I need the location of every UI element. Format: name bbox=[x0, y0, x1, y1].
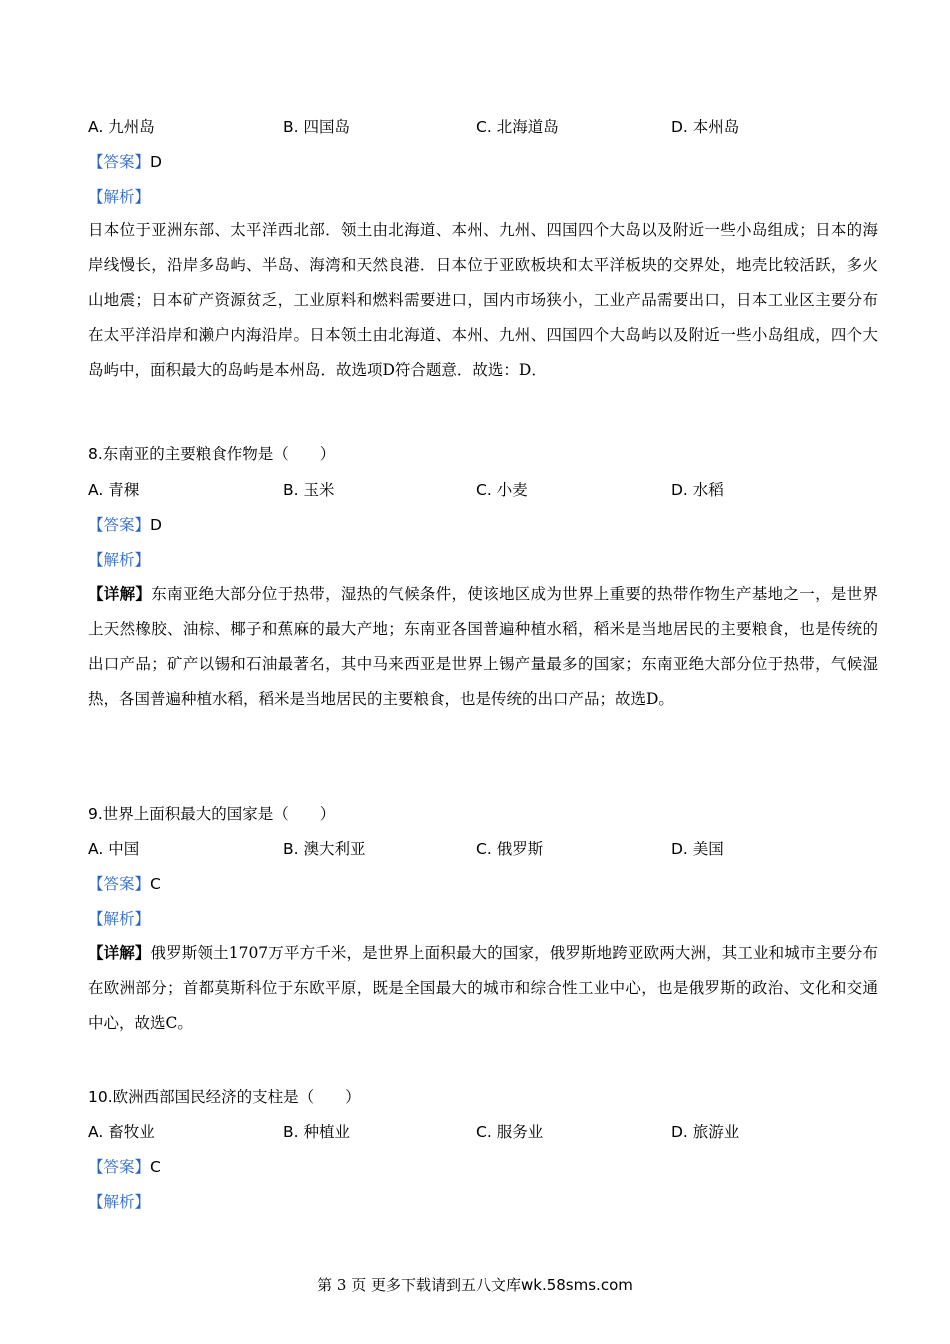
q10-options bbox=[88, 1120, 888, 1144]
q9-option-d: D. 美国 bbox=[671, 840, 724, 858]
q9-option-c: C. 俄罗斯 bbox=[476, 840, 544, 858]
q8-option-b: B. 玉米 bbox=[283, 481, 335, 499]
q10-analysis-label: 【解析】 bbox=[88, 1193, 151, 1211]
q8-detail: 【详解】东南亚绝大部分位于热带，湿热的气候条件，使该地区成为世界上重要的热带作物生产基地之一，是世界上天然橡胶、油棕、椰子和蕉麻的最大产地；东南亚各国普遍种植水稻，稻米是当地居民的主要粮食，也是传统的出口产品；矿产以锡和石油最著名，其中马来西亚是世界上锡产量最多的国家；东南亚绝大部分位于热带，气候湿热，各国普遍种植水稻，稻米是当地居民的主要粮食，也是传统的出口产品；故选D。 bbox=[88, 584, 878, 708]
q7-analysis-label: 【解析】 bbox=[88, 188, 151, 206]
q10-answer: 【答案】C bbox=[88, 1158, 161, 1176]
q7-option-d: D. 本州岛 bbox=[671, 118, 740, 136]
q10-option-d: D. 旅游业 bbox=[671, 1123, 740, 1141]
q9-answer: 【答案】C bbox=[88, 875, 161, 893]
q8-answer: 【答案】D bbox=[88, 516, 162, 534]
q8-option-c: C. 小麦 bbox=[476, 481, 528, 499]
q8-analysis-label: 【解析】 bbox=[88, 551, 151, 569]
q9-option-a: A. 中国 bbox=[88, 840, 140, 858]
q8-option-a: A. 青稞 bbox=[88, 481, 140, 499]
q10-option-a: A. 畜牧业 bbox=[88, 1123, 155, 1141]
q9-options bbox=[88, 837, 888, 861]
page-footer: 第 3 页 更多下载请到五八文库wk.58sms.com bbox=[317, 1276, 633, 1294]
q9-analysis-label: 【解析】 bbox=[88, 910, 151, 928]
q7-option-b: B. 四国岛 bbox=[283, 118, 351, 136]
q8-stem: 8.东南亚的主要粮食作物是（ ） bbox=[88, 445, 336, 463]
q9-stem: 9.世界上面积最大的国家是（ ） bbox=[88, 805, 336, 823]
q7-analysis-text: 日本位于亚洲东部、太平洋西北部．领土由北海道、本州、九州、四国四个大岛以及附近一些小岛组成；日本的海岸线慢长，沿岸多岛屿、半岛、海湾和天然良港．日本位于亚欧板块和太平洋板块的交界处，地壳比较活跃，多火山地震；日本矿产资源贫乏，工业原料和燃料需要进口，国内市场狭小，工业产品需要出口，日本工业区主要分布在太平洋沿岸和濑户内海沿岸。日本领土由北海道、本州、九州、四国四个大岛屿以及附近一些小岛组成，四个大岛屿中，面积最大的岛屿是本州岛．故选项D符合题意．故选：D． bbox=[88, 221, 878, 379]
q10-stem: 10.欧洲西部国民经济的支柱是（ ） bbox=[88, 1088, 361, 1106]
q7-answer: 【答案】D bbox=[88, 153, 162, 171]
q8-option-d: D. 水稻 bbox=[671, 481, 724, 499]
q7-option-a: A. 九州岛 bbox=[88, 118, 155, 136]
footer-site-link[interactable]: wk.58sms.com bbox=[521, 1276, 633, 1294]
q7-options bbox=[88, 115, 888, 139]
q8-options bbox=[88, 478, 888, 502]
q10-option-c: C. 服务业 bbox=[476, 1123, 544, 1141]
q10-option-b: B. 种植业 bbox=[283, 1123, 351, 1141]
q7-option-c: C. 北海道岛 bbox=[476, 118, 559, 136]
q9-option-b: B. 澳大利亚 bbox=[283, 840, 366, 858]
q9-detail: 【详解】俄罗斯领土1707万平方千米，是世界上面积最大的国家，俄罗斯地跨亚欧两大洲，其工业和城市主要分布在欧洲部分；首都莫斯科位于东欧平原，既是全国最大的城市和综合性工业中心，也是俄罗斯的政治、文化和交通中心，故选C。 bbox=[88, 943, 878, 1032]
